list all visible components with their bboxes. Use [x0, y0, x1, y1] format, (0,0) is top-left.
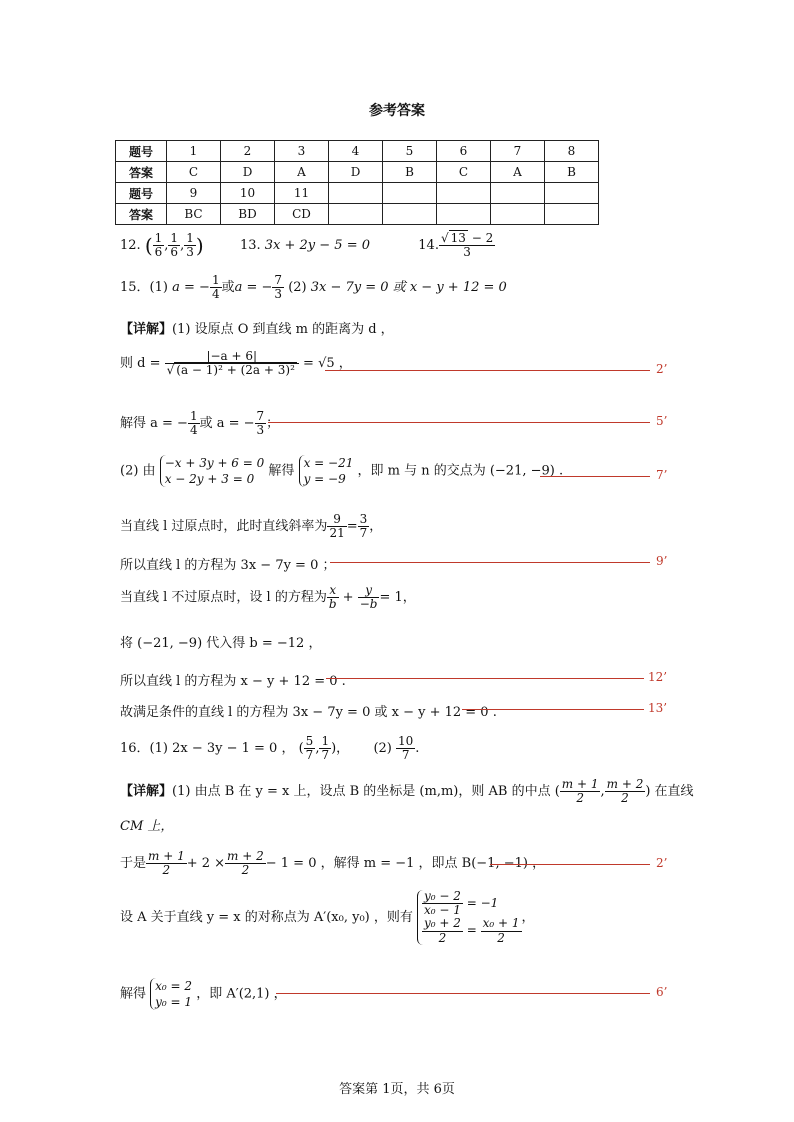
text: (2) 由 — [120, 463, 156, 479]
detail-substitute — [120, 632, 321, 651]
table-row — [116, 162, 599, 183]
table-header-cell: 答案 — [116, 204, 167, 225]
score-mark: 2’ — [656, 362, 668, 376]
table-row — [116, 183, 599, 204]
or-text: 或 — [221, 280, 235, 296]
score-dash — [325, 370, 650, 371]
detail-line1 — [120, 554, 336, 573]
text: CM 上， — [120, 819, 174, 834]
q15-part2-label: (2) — [288, 280, 307, 296]
score-dash — [462, 709, 644, 710]
score-mark: 9’ — [656, 554, 668, 568]
table-cell: 11 — [275, 183, 329, 204]
detail-conclusion — [120, 701, 497, 720]
table-cell — [491, 204, 545, 225]
table-cell: B — [383, 162, 437, 183]
score-dash — [490, 864, 650, 865]
score-dash — [276, 993, 650, 994]
table-cell: C — [437, 162, 491, 183]
score-dash — [326, 678, 644, 679]
table-cell: B — [545, 162, 599, 183]
table-cell — [545, 204, 599, 225]
table-cell — [383, 204, 437, 225]
table-cell: CD — [275, 204, 329, 225]
table-cell: 9 — [167, 183, 221, 204]
text: 解得 a = − — [120, 416, 188, 432]
text: ) 在直线 — [645, 784, 694, 800]
text: 所以直线 l 的方程为 x − y + 12 = 0 . — [120, 674, 346, 689]
text: 或 a = − — [199, 416, 255, 432]
text: = 1， — [379, 590, 416, 606]
system-eq: y = −9 — [303, 472, 346, 487]
detail-label: 【详解】 — [120, 784, 173, 800]
detail-solve-16 — [120, 978, 287, 1010]
q15-label: 15．(1) — [120, 280, 168, 296]
table-cell: 8 — [545, 141, 599, 162]
table-cell — [491, 183, 545, 204]
table-cell: A — [275, 162, 329, 183]
answer-16: 16．(1) 2x − 3y − 1 = 0 ， ( $\frac{5}{7}$ , $\frac{1}{7}$ )， (2) $\frac{10}{7}$ . — [120, 734, 420, 763]
table-cell: 4 — [329, 141, 383, 162]
text: (1) 由点 B 在 y = x 上，设点 B 的坐标是 (m,m)，则 AB 的中点 ( — [172, 784, 560, 800]
text: 当直线 l 过原点时，此时直线斜率为 — [120, 519, 328, 535]
detail-15-distance: 则 d = $\frac{|-a + 6|}{\text{√ (a − 1)² + (2a + 3)²}}$ = √5 ， — [120, 349, 352, 378]
detail-16-1: 【详解】(1) 由点 B 在 y = x 上，设点 B 的坐标是 (m,m)，则 AB 的中点 ( $\frac{m + 1}{2}$ , $\frac{m + 2}{2}$ ) 在直线 — [120, 777, 694, 806]
detail-label: 【详解】 — [120, 322, 173, 337]
q13-label: 13. — [239, 238, 261, 254]
q13-answer: 3x + 2y − 5 = 0 — [264, 238, 370, 254]
detail-not-origin: 当直线 l 不过原点时，设 l 的方程为 $\frac{x}{b}$ + $\frac{y}{-b}$ = 1， — [120, 583, 416, 612]
table-cell: 3 — [275, 141, 329, 162]
detail-line2 — [120, 670, 346, 689]
system-eq: −x + 3y + 6 = 0 — [164, 456, 265, 470]
text: = √5 ， — [303, 356, 352, 372]
score-dash — [330, 562, 650, 563]
table-cell: A — [491, 162, 545, 183]
text: 当直线 l 不过原点时，设 l 的方程为 — [120, 590, 327, 606]
text: ； — [266, 416, 280, 432]
text: 于是 — [120, 856, 147, 872]
table-cell — [437, 204, 491, 225]
table-cell: 5 — [383, 141, 437, 162]
table-cell — [383, 183, 437, 204]
text: + 2 × — [186, 856, 226, 872]
table-cell: 1 — [167, 141, 221, 162]
score-mark: 6’ — [656, 985, 668, 999]
text: ，即 m 与 n 的交点为 (−21, −9) . — [357, 463, 564, 479]
score-mark: 7’ — [656, 468, 668, 482]
text: 则 d = — [120, 356, 161, 372]
table-cell: BC — [167, 204, 221, 225]
score-mark: 12’ — [648, 670, 668, 684]
score-dash — [540, 476, 650, 477]
table-row — [116, 204, 599, 225]
text: 故满足条件的直线 l 的方程为 3x − 7y = 0 或 x − y + 12 = 0 . — [120, 705, 497, 720]
score-mark: 2’ — [656, 856, 668, 870]
detail-symmetric: 设 A 关于直线 y = x 的对称点为 A′(x₀, y₀) ，则有 $\frac{\text{y₀ − 2}}{\text{x₀ − 1}}$ = −1 $\frac{\text{y₀ + 2}}{2}$ = $\frac{\text{x₀ + 1}}{2}$ ， — [120, 889, 535, 945]
score-dash — [268, 422, 650, 423]
system-eq: x − 2y + 3 = 0 — [164, 472, 255, 487]
table-cell — [437, 183, 491, 204]
table-header-cell: 题号 — [116, 183, 167, 204]
table-cell: 10 — [221, 183, 275, 204]
detail-15-2 — [120, 455, 563, 487]
table-header-cell: 题号 — [116, 141, 167, 162]
q14-label: 14. — [418, 238, 439, 254]
text: ，即 A′(2,1) ， — [196, 986, 287, 1002]
page-footer: 答案第 1页，共 6页 — [339, 1082, 455, 1097]
table-cell — [329, 183, 383, 204]
detail-midpoint: 于是 $\frac{m + 1}{2}$ + 2 × $\frac{m + 2}{2}$ − 1 = 0 ，解得 m = −1 ，即点 B(−1, −1) ， — [120, 849, 546, 878]
table-cell: C — [167, 162, 221, 183]
system-eq: x₀ = 2 — [155, 979, 193, 993]
detail-slope: 当直线 l 过原点时，此时直线斜率为 $\frac{9}{21}$ = $\frac{3}{7}$ ， — [120, 512, 383, 541]
detail-15-1 — [120, 318, 394, 337]
table-cell: D — [221, 162, 275, 183]
page-title: 参考答案 — [369, 103, 425, 119]
table-header-cell: 答案 — [116, 162, 167, 183]
score-mark: 13’ — [648, 701, 668, 715]
table-cell: 6 — [437, 141, 491, 162]
table-cell: D — [329, 162, 383, 183]
table-cell — [329, 204, 383, 225]
system-eq: x = −21 — [303, 456, 354, 470]
text: 将 (−21, −9) 代入得 b = −12 ， — [120, 636, 322, 651]
q12-label: 12. — [120, 238, 141, 254]
table-cell — [545, 183, 599, 204]
text: − 1 = 0 ，解得 m = −1 ，即点 B(−1, −1) ， — [265, 856, 546, 872]
table-cell: BD — [221, 204, 275, 225]
text: 设 A 关于直线 y = x 的对称点为 A′(x₀, y₀) ，则有 — [120, 909, 413, 925]
detail-cm — [120, 815, 173, 834]
q15-part2-answer: 3x − 7y = 0 或 x − y + 12 = 0 — [310, 280, 507, 296]
table-cell: 2 — [221, 141, 275, 162]
system-eq: y₀ = 1 — [155, 995, 193, 1010]
table-row — [116, 141, 599, 162]
answer-15: 15．(1) a = − $\frac{1}{4}$ 或a = − $\frac{7}{3}$ (2) 3x − 7y = 0 或 x − y + 12 = 0 — [120, 273, 507, 302]
text: 解得 — [268, 463, 295, 479]
text: = — [346, 519, 358, 535]
detail-15-solve: 解得 a = − $\frac{1}{4}$ 或 a = − $\frac{7}{3}$ ； — [120, 409, 280, 438]
text: ， — [369, 519, 383, 535]
detail-text: (1) 设原点 O 到直线 m 的距离为 d ， — [172, 322, 394, 337]
answer-table — [115, 140, 599, 225]
q16-part2-label: (2) — [373, 741, 392, 757]
score-mark: 5’ — [656, 414, 668, 428]
answers-12-14: 12. ( $\frac{1}{6}$ , $\frac{1}{6}$ , $\frac{1}{3}$ ) 13. 3x + 2y − 5 = 0 14. $\frac{√ 13 - 2}{3}$ — [120, 231, 494, 260]
q16-label: 16．(1) 2x − 3y − 1 = 0 ， — [120, 741, 295, 757]
text: 所以直线 l 的方程为 3x − 7y = 0 ； — [120, 558, 336, 573]
text: 解得 — [120, 986, 147, 1002]
table-cell: 7 — [491, 141, 545, 162]
